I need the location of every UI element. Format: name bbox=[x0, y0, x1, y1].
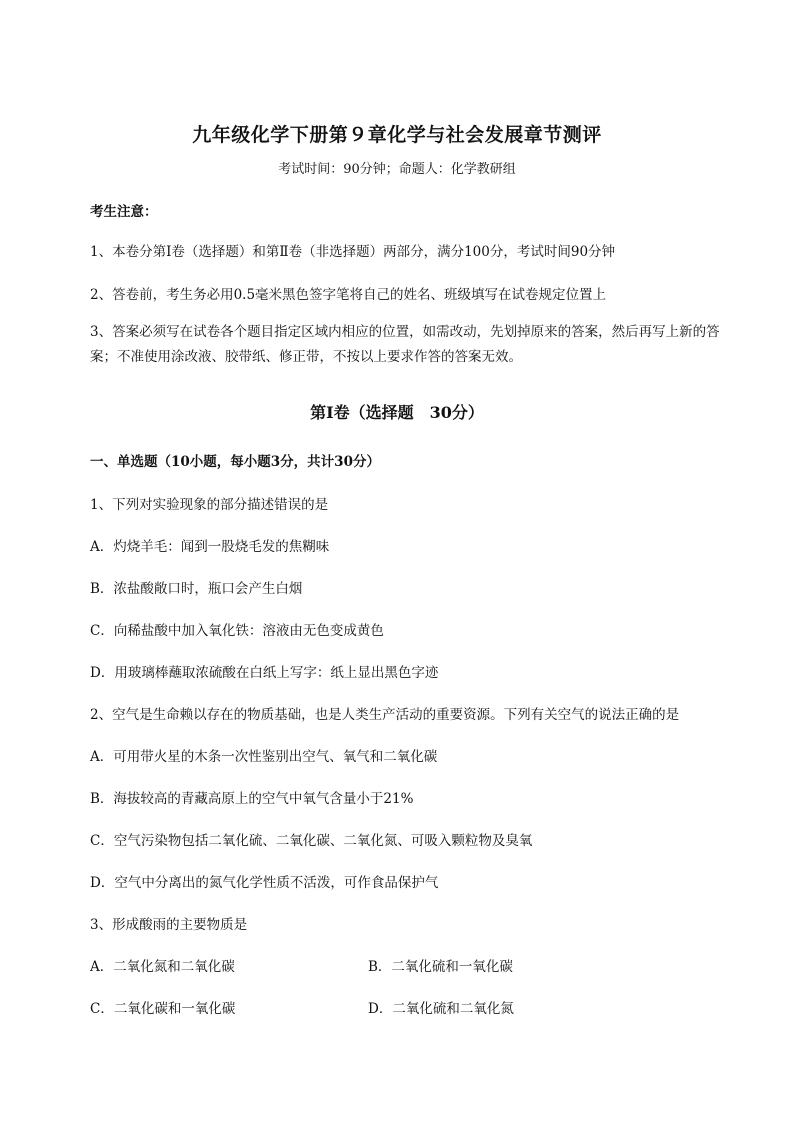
question-option: A．灼烧羊毛：闻到一股烧毛发的焦糊味 bbox=[90, 539, 330, 555]
exam-info: 考试时间：90分钟；命题人：化学教研组 bbox=[278, 162, 516, 177]
question-option: C．向稀盐酸中加入氧化铁：溶液由无色变成黄色 bbox=[90, 623, 384, 639]
question-stem: 3、形成酸雨的主要物质是 bbox=[90, 917, 248, 933]
question-option: D．二氧化硫和二氧化氮 bbox=[368, 1001, 514, 1017]
notice-item: 1、本卷分第I卷（选择题）和第Ⅱ卷（非选择题）两部分，满分100分，考试时间90分钟 bbox=[90, 244, 616, 260]
question-option: B．浓盐酸敞口时，瓶口会产生白烟 bbox=[90, 581, 303, 597]
section-title: 第I卷（选择题 30分） bbox=[310, 403, 484, 422]
page-title: 九年级化学下册第９章化学与社会发展章节测评 bbox=[192, 124, 602, 146]
question-option: D．用玻璃棒蘸取浓硫酸在白纸上写字：纸上显出黑色字迹 bbox=[90, 665, 439, 681]
part-heading: 一、单选题（10小题，每小题3分，共计30分） bbox=[90, 454, 380, 470]
question-option: A．可用带火星的木条一次性鉴别出空气、氧气和二氧化碳 bbox=[90, 749, 438, 765]
question-option: A．二氧化氮和二氧化碳 bbox=[90, 959, 235, 975]
question-stem: 1、下列对实验现象的部分描述错误的是 bbox=[90, 497, 329, 513]
question-option: C．二氧化碳和一氧化碳 bbox=[90, 1001, 236, 1017]
question-option: B．二氧化硫和一氧化碳 bbox=[368, 959, 513, 975]
notice-item: 3、答案必须写在试卷各个题目指定区域内相应的位置，如需改动，先划掉原来的答案，然后再写上新的答案；不准使用涂改液、胶带纸、修正带，不按以上要求作答的答案无效。 bbox=[90, 324, 720, 365]
notice-heading: 考生注意： bbox=[90, 204, 158, 220]
question-option: B．海拔较高的青藏高原上的空气中氧气含量小于21% bbox=[90, 791, 414, 807]
question-stem: 2、空气是生命赖以存在的物质基础，也是人类生产活动的重要资源。下列有关空气的说法正确的是 bbox=[90, 707, 680, 723]
question-option: D．空气中分离出的氮气化学性质不活泼，可作食品保护气 bbox=[90, 875, 439, 891]
question-option: C．空气污染物包括二氧化硫、二氧化碳、二氧化氮、可吸入颗粒物及臭氧 bbox=[90, 833, 533, 849]
notice-item: 2、答卷前，考生务必用0.5毫米黑色签字笔将自己的姓名、班级填写在试卷规定位置上 bbox=[90, 287, 607, 303]
